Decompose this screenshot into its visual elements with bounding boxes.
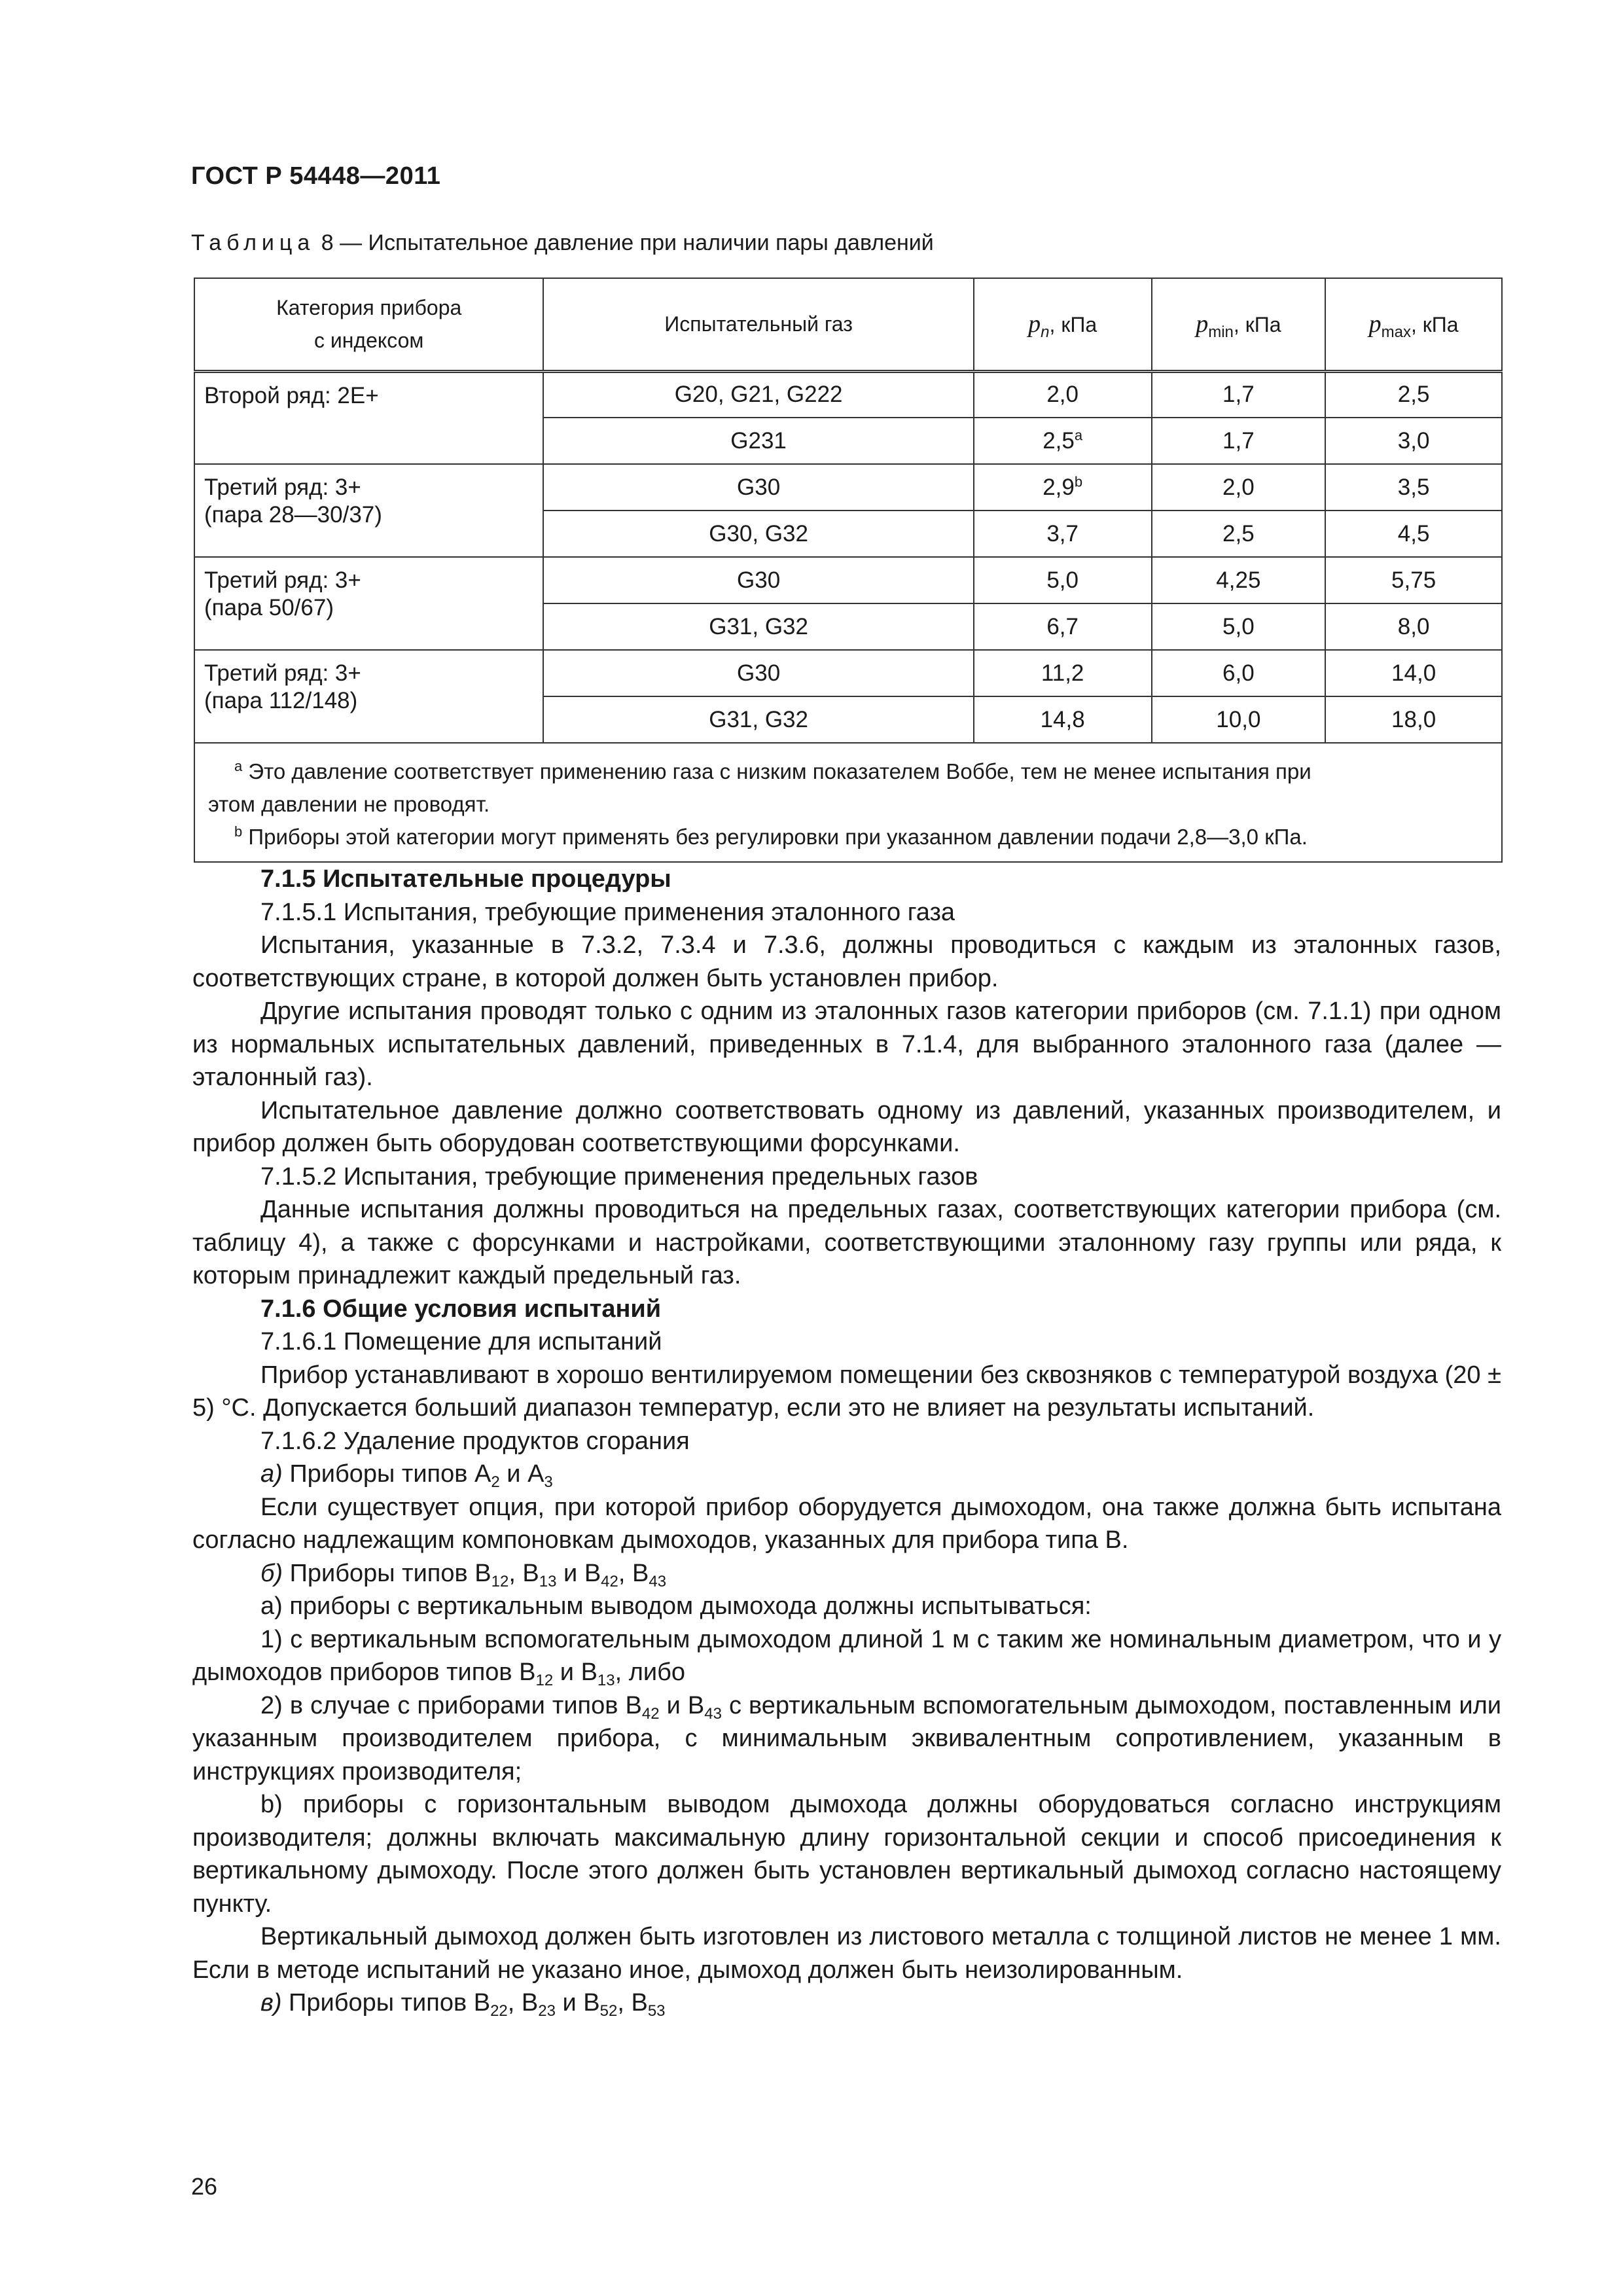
category-cell: Третий ряд: 3+ (пара 28—30/37): [194, 464, 543, 557]
table-notes-row: [194, 743, 1502, 862]
gas-cell: G31, G32: [543, 603, 973, 650]
category-cell: Третий ряд: 3+ (пара 112/148): [194, 650, 543, 743]
pmin-cell: 2,5: [1152, 511, 1326, 557]
note-a: $^a$ Это давление соответствует применению газа с низким показателем Воббе, тем не менее испытания при: [234, 758, 1311, 783]
paragraph: Вертикальный дымоход должен быть изготовлен из листового металла с толщиной листов не менее 1 мм. Если в методе испытаний не указано иное, дымоход должен быть неизолированным.: [192, 1923, 1501, 1984]
pmin-cell: 2,0: [1152, 464, 1326, 511]
subheading-7-1-6-2: 7.1.6.2 Удаление продуктов сгорания: [260, 1427, 690, 1455]
pmin-cell: 4,25: [1152, 557, 1326, 603]
gas-cell: G30: [543, 650, 973, 696]
paragraph: Данные испытания должны проводиться на предельных газах, соответствующих категории прибора (см. таблицу 4), а также с форсунками и настройками, соответствующими эталонному газу группы или ряда, к которым принадлежит каждый предельный газ.: [192, 1196, 1501, 1289]
table-row: [194, 557, 1502, 603]
document-code: ГОСТ Р 54448—2011: [191, 162, 441, 190]
pmax-cell: 8,0: [1325, 603, 1502, 650]
list-item-c: в) Приборы типов $В_{22}$, $В_{23}$ и $В_{52}$, $В_{53}$: [260, 1989, 666, 2020]
gas-cell: G231: [543, 418, 973, 464]
paragraph: Прибор устанавливают в хорошо вентилируемом помещении без сквозняков с температурой воздуха (20 ± 5) °С. Допускается больший диапазон температур, если это не влияет на результаты испытаний.: [192, 1361, 1501, 1422]
gas-cell: G30: [543, 464, 973, 511]
pmin-cell: 1,7: [1152, 371, 1326, 418]
header-pmax: $p_{max}$, кПа: [1325, 278, 1502, 371]
pn-cell: 2,0: [974, 371, 1152, 418]
pmax-cell: 4,5: [1325, 511, 1502, 557]
pmax-cell: 14,0: [1325, 650, 1502, 696]
subheading-7-1-6-1: 7.1.6.1 Помещение для испытаний: [260, 1328, 662, 1355]
gas-cell: G30, G32: [543, 511, 973, 557]
pmin-cell: 10,0: [1152, 696, 1326, 743]
subheading-7-1-5-2: 7.1.5.2 Испытания, требующие применения предельных газов: [260, 1162, 978, 1191]
table-row: [194, 464, 1502, 511]
pmin-cell: 1,7: [1152, 418, 1326, 464]
paragraph: Если существует опция, при которой прибор оборудуется дымоходом, она также должна быть испытана согласно надлежащим компоновкам дымоходов, указанных для прибора типа В.: [192, 1493, 1501, 1554]
note-b: $^b$ Приборы этой категории могут применять без регулировки при указанном давлении подачи 2,8—3,0 кПа.: [234, 823, 1308, 849]
pn-cell: 11,2: [974, 650, 1152, 696]
pmax-cell: 18,0: [1325, 696, 1502, 743]
paragraph: Другие испытания проводят только с одним из эталонных газов категории приборов (см. 7.1.1) при одном из нормальных испытательных давлений, приведенных в 7.1.4, для выбранного эталонного газа (далее — эталонный газ).: [192, 997, 1501, 1091]
pn-cell: 5,0: [974, 557, 1152, 603]
table-caption-word: Таблица: [191, 230, 315, 255]
pn-cell: 6,7: [974, 603, 1152, 650]
paragraph: 2) в случае с приборами типов $В_{42}$ и $В_{43}$ с вертикальным вспомогательным дымоходом, поставленным или указанным производителем прибора, с минимальным эквивалентным сопротивлением, указанным в инструкциях производителя;: [192, 1691, 1501, 1785]
category-cell: Третий ряд: 3+ (пара 50/67): [194, 557, 543, 650]
table-notes: [194, 743, 1502, 862]
table-caption: [191, 230, 934, 256]
subheading-7-1-5-1: 7.1.5.1 Испытания, требующие применения эталонного газа: [260, 898, 955, 926]
table-row: [194, 650, 1502, 696]
body-text: [192, 863, 1501, 2020]
header-pn: $p_n$, кПа: [974, 278, 1152, 371]
pmax-cell: 3,5: [1325, 464, 1502, 511]
pmax-cell: 3,0: [1325, 418, 1502, 464]
paragraph: b) приборы с горизонтальным выводом дымохода должны оборудоваться согласно инструкциям производителя; должны включать максимальную длину горизонтальной секции и способ присоединения к вертикальному дымоходу. После этого должен быть установлен вертикальный дымоход согласно настоящему пункту.: [192, 1791, 1501, 1918]
pmax-cell: 5,75: [1325, 557, 1502, 603]
heading-7-1-6: 7.1.6 Общие условия испытаний: [260, 1295, 662, 1323]
heading-7-1-5: 7.1.5 Испытательные процедуры: [260, 865, 671, 893]
header-pmin: $p_{min}$, кПа: [1152, 278, 1326, 371]
pmin-cell: 5,0: [1152, 603, 1326, 650]
pressure-table: [194, 278, 1503, 863]
list-item-a: а) Приборы типов $А_2$ и $А_3$: [260, 1460, 553, 1491]
table-caption-text: 8 — Испытательное давление при наличии пары давлений: [315, 230, 934, 255]
category-cell: Второй ряд: 2Е+: [194, 371, 543, 464]
pn-cell: 3,7: [974, 511, 1152, 557]
table-row: [194, 371, 1502, 418]
header-test-gas: Испытательный газ: [543, 278, 973, 371]
gas-cell: G30: [543, 557, 973, 603]
paragraph: 1) с вертикальным вспомогательным дымоходом длиной 1 м с таким же номинальным диаметром, что и у дымоходов приборов типов $В_{12}$ и $В_{13}$, либо: [192, 1625, 1501, 1689]
pn-cell: 14,8: [974, 696, 1152, 743]
note-a-continued: этом давлении не проводят.: [208, 792, 490, 816]
pn-cell: 2,5$^a$: [974, 418, 1152, 464]
paragraph: а) приборы с вертикальным выводом дымохода должны испытываться:: [260, 1592, 1092, 1620]
gas-cell: G20, G21, G222: [543, 371, 973, 418]
table-header-row: [194, 278, 1502, 371]
header-category: Категория прибора с индексом: [194, 278, 543, 371]
page-number: 26: [191, 2173, 218, 2200]
paragraph: Испытания, указанные в 7.3.2, 7.3.4 и 7.3.6, должны проводиться с каждым из эталонных газов, соответствующих стране, в которой должен быть установлен прибор.: [192, 931, 1501, 992]
pmin-cell: 6,0: [1152, 650, 1326, 696]
list-item-b: б) Приборы типов $В_{12}$, $В_{13}$ и $В_{42}$, $В_{43}$: [260, 1559, 667, 1590]
pn-cell: 2,9$^b$: [974, 464, 1152, 511]
gas-cell: G31, G32: [543, 696, 973, 743]
paragraph: Испытательное давление должно соответствовать одному из давлений, указанных производителем, и прибор должен быть оборудован соответствующими форсунками.: [192, 1096, 1501, 1157]
pmax-cell: 2,5: [1325, 371, 1502, 418]
